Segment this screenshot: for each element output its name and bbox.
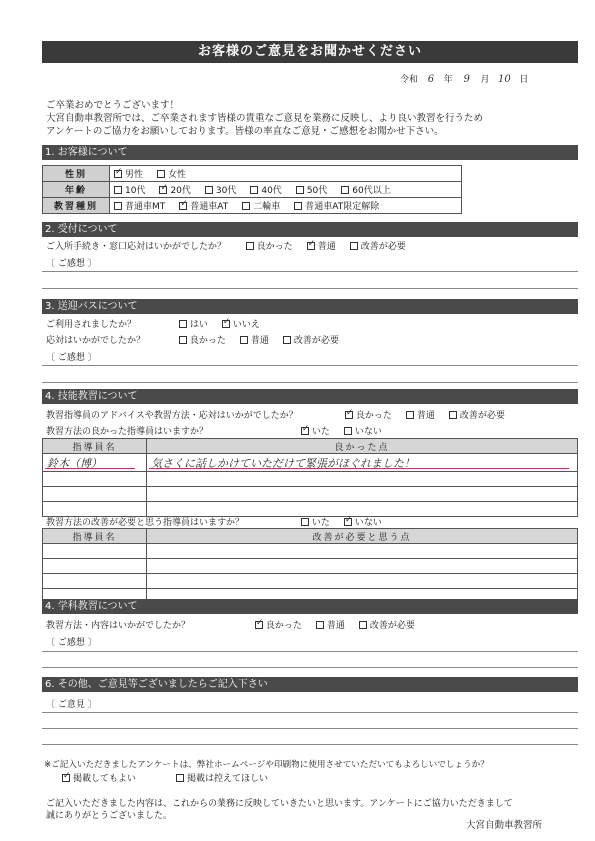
skill-question-3-text: 教習方法の改善が必要と思う指導員はいますか？: [46, 518, 245, 528]
table-row[interactable]: [43, 472, 147, 487]
option-item[interactable]: [250, 183, 281, 196]
option-label: 良かった: [265, 621, 302, 631]
checkbox-icon[interactable]: [316, 621, 324, 629]
option-item[interactable]: [359, 618, 415, 631]
bus-question-2-text: 応対はいかがでしたか？: [46, 336, 146, 346]
option-label: 改善が必要: [293, 336, 339, 346]
table-row[interactable]: [147, 487, 578, 502]
underline-mark: [45, 468, 135, 469]
checkbox-checked-icon[interactable]: [301, 427, 309, 435]
date-day[interactable]: 10: [498, 74, 511, 85]
option-item[interactable]: [283, 333, 339, 346]
bus-line-2[interactable]: [42, 382, 578, 383]
option-item[interactable]: [307, 239, 336, 252]
table-row[interactable]: [147, 574, 578, 589]
option-label: 普通車MT: [125, 202, 166, 212]
option-item[interactable]: [179, 199, 228, 212]
option-item[interactable]: [157, 167, 186, 180]
intro-line-3: アンケートのご協力をお願いしております。皆様の率直なご意見・ご感想をお聞かせ下さい。: [46, 126, 444, 137]
option-label: 普通: [416, 411, 435, 421]
section-other: 6. その他、ご意見等ございましたらご記入下さい: [42, 677, 578, 692]
date-line: [400, 72, 528, 85]
option-label: 30代: [215, 186, 237, 196]
bus-impression-label: 〔 ご感想 〕: [46, 353, 97, 363]
other-label: 〔 ご意見 〕: [46, 700, 97, 710]
customer-table: [42, 165, 462, 214]
option-label: 普通車AT: [190, 202, 229, 212]
gender-options: [110, 166, 462, 182]
option-label: 10代: [125, 186, 146, 196]
checkbox-icon[interactable]: [359, 621, 367, 629]
option-label: はい: [189, 320, 208, 330]
bad-col-name: 指導員名: [43, 529, 147, 544]
reception-question: [46, 239, 420, 252]
table-row[interactable]: [43, 544, 147, 559]
checkbox-icon[interactable]: [179, 320, 187, 328]
option-item[interactable]: [240, 333, 269, 346]
lecture-question: [46, 618, 429, 631]
table-row[interactable]: [43, 574, 147, 589]
option-label: いない: [354, 427, 382, 437]
option-item[interactable]: [176, 771, 268, 784]
option-item[interactable]: [205, 183, 236, 196]
table-row[interactable]: [147, 454, 578, 472]
option-label: いた: [311, 427, 330, 437]
skill-question-1: [46, 408, 519, 421]
checkbox-icon[interactable]: [406, 411, 414, 419]
closing-line-2: 誠にありがとうございました。: [46, 811, 173, 821]
reception-impression-label: 〔 ご感想 〕: [46, 259, 97, 269]
reception-line-2[interactable]: [42, 288, 578, 289]
checkbox-checked-icon[interactable]: [345, 411, 353, 419]
option-label: 二輪車: [253, 202, 281, 212]
intro-line-1: ご卒業おめでとうございます！: [46, 100, 180, 111]
option-label: 男性: [125, 170, 144, 180]
skill-q3-options: [301, 518, 396, 528]
lecture-question-text: 教習方法・内容はいかがでしたか？: [46, 621, 191, 631]
checkbox-checked-icon[interactable]: [159, 186, 167, 194]
option-item[interactable]: [345, 408, 392, 421]
checkbox-icon[interactable]: [344, 427, 352, 435]
option-label: 良かった: [355, 411, 392, 421]
option-item[interactable]: [344, 515, 382, 528]
skill-question-1-text: 教習指導員のアドバイスや教習方法・応対はいかがでしたか？: [46, 411, 298, 421]
lecture-impression-label: 〔 ご感想 〕: [46, 638, 97, 648]
skill-q1-options: [345, 411, 519, 421]
checkbox-icon[interactable]: [242, 202, 250, 210]
bus-question-2: [46, 333, 353, 346]
age-options: [110, 182, 462, 198]
checkbox-icon[interactable]: [240, 336, 248, 344]
option-item[interactable]: [316, 618, 345, 631]
good-instructor-table: [42, 438, 578, 517]
checkbox-icon[interactable]: [114, 202, 122, 210]
option-label: いいえ: [232, 320, 260, 330]
option-item[interactable]: [341, 183, 390, 196]
option-item[interactable]: [296, 183, 327, 196]
skill-question-3: [46, 515, 396, 528]
date-year[interactable]: 6: [427, 74, 435, 85]
option-item[interactable]: [242, 199, 280, 212]
option-label: 掲載してもよい: [73, 774, 137, 784]
skill-question-2: [46, 424, 396, 437]
table-row[interactable]: [43, 559, 147, 574]
intro-line-2: 大宮自動車教習所では、ご卒業されます皆様の貴重なご意見を業務に反映し、より良い教習を行うため: [46, 113, 484, 124]
option-item[interactable]: [350, 239, 406, 252]
date-month-unit: 月: [480, 75, 490, 85]
option-item[interactable]: [344, 424, 382, 437]
option-label: 掲載は控えてほしい: [187, 774, 269, 784]
option-label: いた: [311, 518, 330, 528]
date-era: 令和: [400, 75, 419, 85]
checkbox-icon[interactable]: [283, 336, 291, 344]
good-row-1-comment: 気さくに話しかけていただけて緊張がほぐれました！: [151, 456, 415, 470]
option-label: 普通: [317, 242, 336, 252]
publish-question: ※ご記入いただきましたアンケートは、弊社ホームページや印刷物に使用させていただいてもよろしいでしょうか？: [44, 760, 489, 770]
option-label: 20代: [170, 186, 191, 196]
option-item[interactable]: [246, 239, 293, 252]
checkbox-icon[interactable]: [294, 202, 302, 210]
option-item[interactable]: [294, 199, 379, 212]
checkbox-checked-icon[interactable]: [62, 774, 70, 782]
table-row[interactable]: [147, 559, 578, 574]
option-item[interactable]: [449, 408, 505, 421]
signature: 大宮自動車教習所: [466, 820, 543, 831]
reception-options: [246, 242, 420, 252]
lecture-line-2[interactable]: [42, 667, 578, 668]
skill-question-2-text: 教習方法の良かった指導員はいますか？: [46, 427, 209, 437]
option-item[interactable]: [159, 183, 190, 196]
option-item[interactable]: [62, 771, 136, 784]
option-item[interactable]: [406, 408, 435, 421]
checkbox-icon[interactable]: [246, 242, 254, 250]
bad-instructor-table: [42, 528, 578, 604]
bus-question-1: [46, 317, 274, 330]
option-label: 改善が必要: [459, 411, 505, 421]
option-item[interactable]: [255, 618, 302, 631]
lecture-options: [255, 621, 429, 631]
option-label: 40代: [261, 186, 282, 196]
option-label: 良かった: [189, 336, 226, 346]
checkbox-checked-icon[interactable]: [222, 320, 230, 328]
option-label: 50代: [306, 186, 328, 196]
checkbox-icon[interactable]: [296, 186, 304, 194]
checkbox-icon[interactable]: [250, 186, 258, 194]
checkbox-checked-icon[interactable]: [114, 170, 122, 178]
bus-line-1[interactable]: [42, 365, 578, 366]
other-line-3[interactable]: [42, 744, 578, 745]
checkbox-checked-icon[interactable]: [179, 202, 187, 210]
bus-q2-options: [179, 336, 353, 346]
age-label: 年齢: [43, 182, 110, 198]
option-label: 普通車AT限定解除: [305, 202, 380, 212]
other-line-2[interactable]: [42, 728, 578, 729]
section-reception: 2. 受付について: [42, 222, 578, 237]
reception-question-text: ご入所手続き・窓口応対はいかがでしたか？: [46, 242, 227, 252]
good-row-1-name: 鈴木（博）: [47, 456, 102, 470]
checkbox-icon[interactable]: [350, 242, 358, 250]
option-label: 改善が必要: [360, 242, 406, 252]
publish-options: [62, 771, 308, 784]
checkbox-icon[interactable]: [341, 186, 349, 194]
option-label: 女性: [168, 170, 187, 180]
date-day-unit: 日: [519, 75, 529, 85]
option-item[interactable]: [114, 183, 145, 196]
checkbox-icon[interactable]: [205, 186, 213, 194]
table-row[interactable]: [147, 544, 578, 559]
bus-q1-options: [179, 320, 274, 330]
date-year-unit: 年: [443, 75, 453, 85]
checkbox-checked-icon[interactable]: [344, 518, 352, 526]
table-row[interactable]: [43, 487, 147, 502]
option-item[interactable]: [179, 333, 226, 346]
course-options: [110, 198, 462, 214]
section-customer: 1. お客様について: [42, 145, 578, 160]
good-col-name: 指導員名: [43, 439, 147, 454]
skill-q2-options: [301, 427, 396, 437]
section-lecture: 4. 学科教習について: [42, 599, 578, 614]
option-item[interactable]: [114, 199, 165, 212]
option-item[interactable]: [301, 424, 330, 437]
reception-line-1[interactable]: [42, 271, 578, 272]
gender-label: 性別: [43, 166, 110, 182]
table-row[interactable]: [43, 454, 147, 472]
option-label: 60代以上: [352, 186, 391, 196]
lecture-line-1[interactable]: [42, 651, 578, 652]
section-bus: 3. 送迎バスについて: [42, 299, 578, 314]
bad-col-point: 改善が必要と思う点: [147, 529, 578, 544]
option-label: いない: [354, 518, 382, 528]
checkbox-icon[interactable]: [176, 774, 184, 782]
option-label: 良かった: [256, 242, 293, 252]
table-row[interactable]: [147, 472, 578, 487]
option-label: 改善が必要: [369, 621, 415, 631]
checkbox-icon[interactable]: [157, 170, 165, 178]
bus-question-1-text: ご利用されましたか？: [46, 320, 137, 330]
checkbox-checked-icon[interactable]: [255, 621, 263, 629]
course-label: 教習種別: [43, 198, 110, 214]
option-item[interactable]: [114, 167, 143, 180]
option-item[interactable]: [179, 317, 208, 330]
checkbox-icon[interactable]: [114, 186, 122, 194]
option-item[interactable]: [222, 317, 260, 330]
checkbox-checked-icon[interactable]: [307, 242, 315, 250]
good-col-point: 良かった点: [147, 439, 578, 454]
page-title: お客様のご意見をお聞かせください: [42, 41, 578, 63]
other-line-1[interactable]: [42, 712, 578, 713]
checkbox-icon[interactable]: [449, 411, 457, 419]
option-label: 普通: [326, 621, 345, 631]
date-month[interactable]: 9: [463, 74, 470, 85]
checkbox-icon[interactable]: [301, 518, 309, 526]
checkbox-icon[interactable]: [179, 336, 187, 344]
underline-mark: [149, 468, 569, 469]
section-skill: 4. 技能教習について: [42, 389, 578, 404]
option-item[interactable]: [301, 515, 330, 528]
closing-line-1: ご記入いただきました内容は、これからの業務に反映していきたいと思います。アンケートにご協力いただきまして: [46, 799, 513, 809]
option-label: 普通: [250, 336, 269, 346]
